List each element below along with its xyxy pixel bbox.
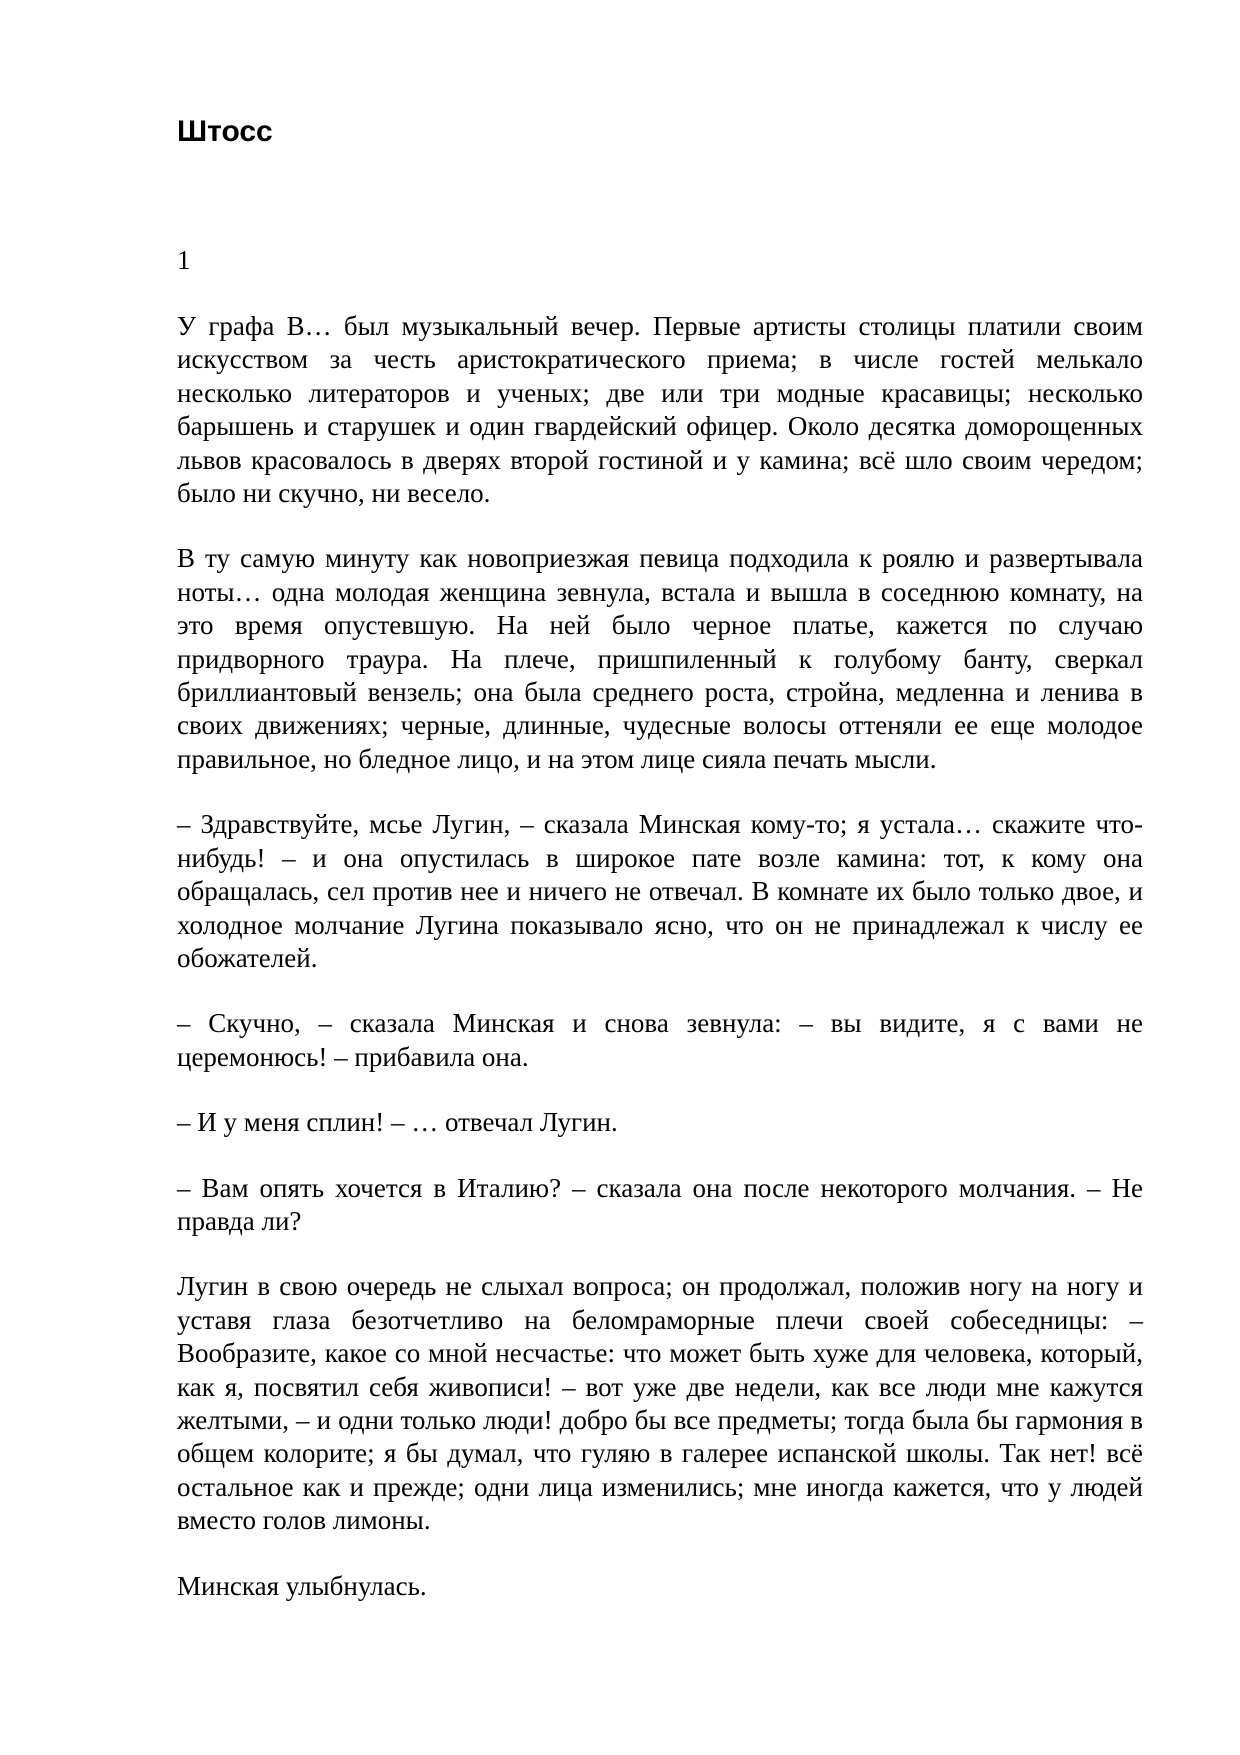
document-title: Штосс <box>177 115 273 148</box>
paragraph: Лугин в свою очередь не слыхал вопроса; он продолжал, положив ногу на ногу и уставя глаза безотчетливо на беломраморные плечи своей собеседницы: – Вообразите, какое со мной несчастье: что может быть хуже для человека, который, как я, посвятил себя живописи! – вот уже две недели, как все люди мне кажутся желтыми, – и одни только люди! добро бы все предметы; тогда была бы гармония в общем колорите; я бы думал, что гуляю в галерее испанской школы. Так нет! всё остальное как и прежде; одни лица изменились; мне иногда кажется, что у людей вместо голов лимоны. <box>177 1271 1143 1536</box>
paragraph: – Скучно, – сказала Минская и снова зевнула: – вы видите, я с вами не церемонюсь! – прибавила она. <box>177 1008 1143 1072</box>
paragraph: У графа В… был музыкальный вечер. Первые артисты столицы платили своим искусством за честь аристократического приема; в числе гостей мелькало несколько литераторов и ученых; две или три модные красавицы; несколько барышень и старушек и один гвардейский офицер. Около десятка доморощенных львов красовалось в дверях второй гостиной и у камина; всё шло своим чередом; было ни скучно, ни весело. <box>177 311 1143 509</box>
paragraph: – Вам опять хочется в Италию? – сказала она после некоторого молчания. – Не правда ли? <box>177 1172 1143 1236</box>
paragraph: – И у меня сплин! – … отвечал Лугин. <box>177 1107 618 1138</box>
paragraph: В ту самую минуту как новоприезжая певица подходила к роялю и развертывала ноты… одна молодая женщина зевнула, встала и вышла в соседнюю комнату, на это время опустевшую. На ней было черное платье, кажется по случаю придворного траура. На плече, пришпиленный к голубому банту, сверкал бриллиантовый вензель; она была среднего роста, стройна, медленна и ленива в своих движениях; черные, длинные, чудесные волосы оттеняли ее еще молодое правильное, но бледное лицо, и на этом лице сияла печать мысли. <box>177 543 1143 774</box>
paragraph: Минская улыбнулась. <box>177 1570 427 1601</box>
paragraph: – Здравствуйте, мсье Лугин, – сказала Минская кому-то; я устала… скажите что-нибудь! – и она опустилась в широкое пате возле камина: тот, к кому она обращалась, сел против нее и ничего не отвечал. В комнате их было только двое, и холодное молчание Лугина показывало ясно, что он не принадлежал к числу ее обожателей. <box>177 809 1143 973</box>
document-body <box>177 310 1143 1635</box>
chapter-number: 1 <box>177 245 191 275</box>
